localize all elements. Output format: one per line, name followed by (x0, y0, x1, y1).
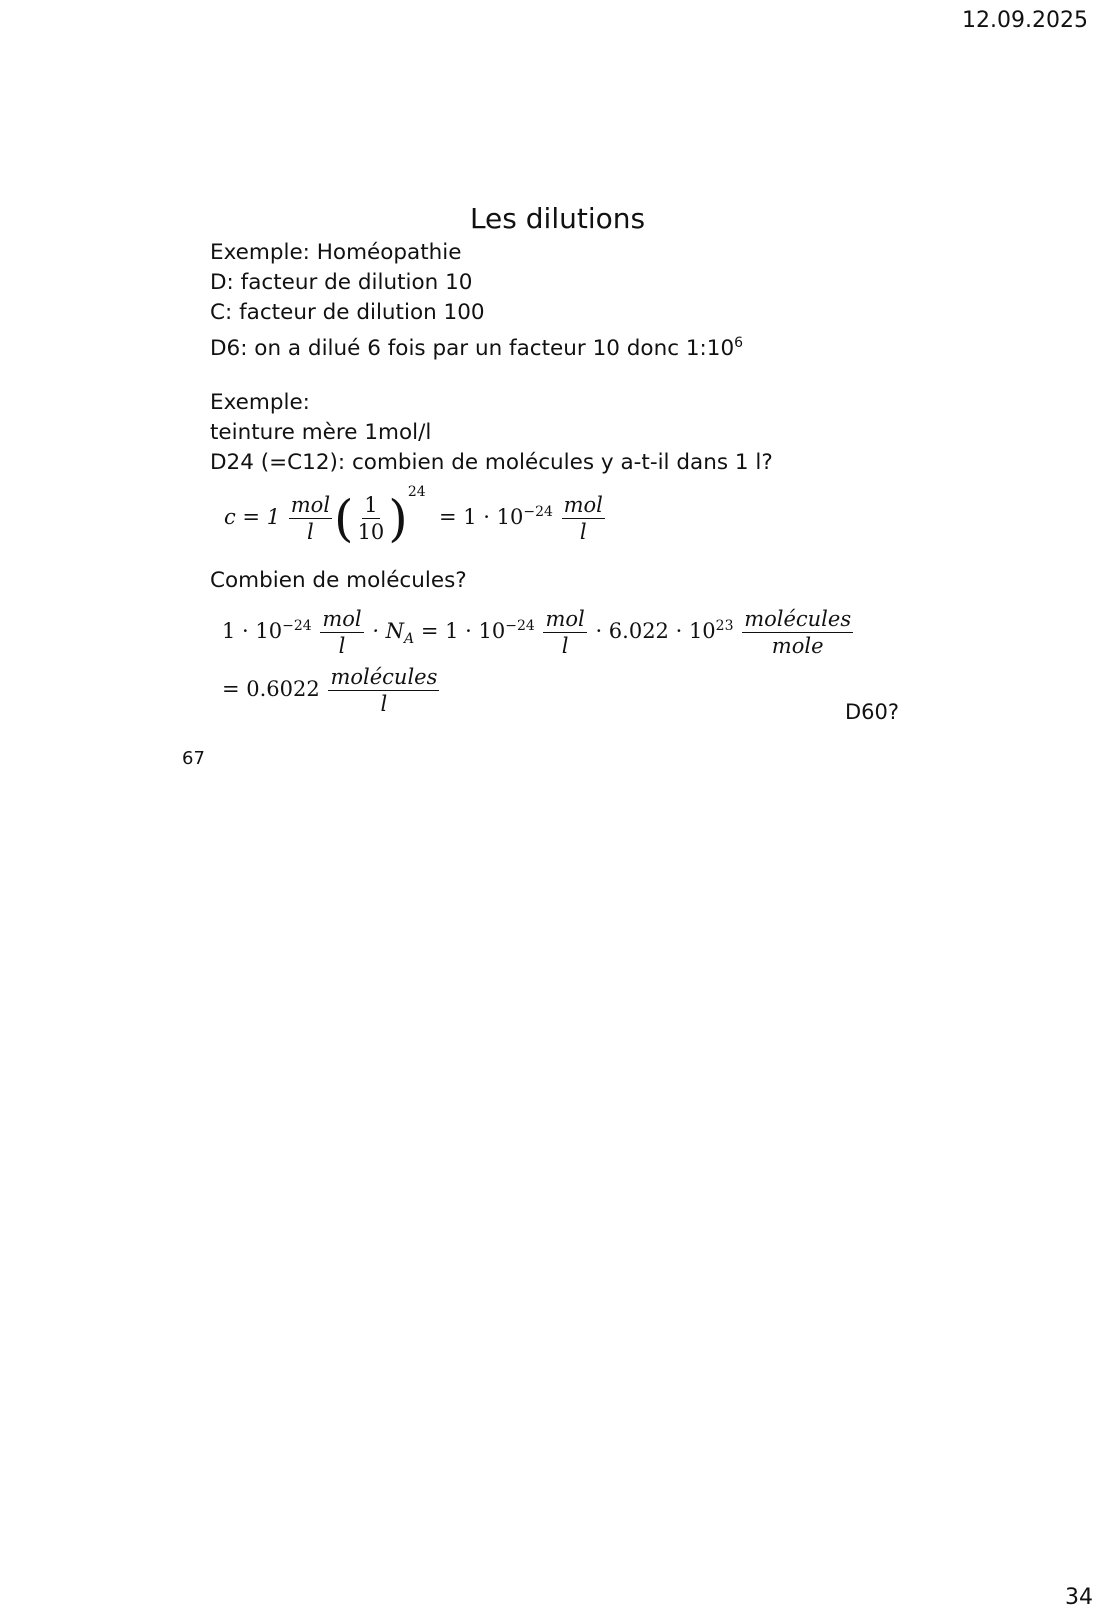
eq2-b: = 1 · 10 (420, 619, 506, 643)
eq2-a: 1 · 10 (222, 619, 283, 643)
example-block (210, 388, 773, 478)
eq2-b-exp: −24 (505, 618, 535, 634)
eq2-unit3: $\frac{\text{molécules}}{\text{mole}}$ (744, 607, 852, 658)
aside-note: D60? (845, 700, 900, 724)
text-line: C: facteur de dilution 100 (210, 300, 485, 325)
eq3-value: = 0.6022 (222, 677, 320, 701)
page-number: 34 (1065, 1585, 1093, 1610)
slide-number: 67 (182, 748, 205, 769)
right-paren: ) (388, 489, 408, 548)
equation-concentration (224, 484, 607, 548)
question-line: Combien de molécules? (210, 568, 467, 593)
eq1-rhs-unit: $\frac{\text{mol}}{l}$ (563, 493, 603, 544)
eq1-fraction: $\frac{1}{10}$ (357, 493, 385, 544)
eq2-a-exp: −24 (282, 618, 312, 634)
eq2-c-exp: 23 (715, 618, 734, 634)
eq2-unit1: $\frac{\text{mol}}{l}$ (322, 607, 362, 658)
print-date: 12.09.2025 (962, 8, 1088, 33)
eq1-rhs: = 1 · 10 (439, 505, 524, 529)
d6-exponent: 6 (734, 335, 744, 351)
text-line: D: facteur de dilution 10 (210, 270, 473, 295)
equation-result (222, 664, 441, 717)
eq1-unit: $\frac{\text{mol}}{l}$ (290, 493, 331, 544)
eq2-unit2: $\frac{\text{mol}}{l}$ (545, 607, 585, 658)
avogadro: · N (372, 619, 405, 643)
intro-block (210, 238, 743, 364)
equation-molecules (222, 606, 855, 659)
eq1-power: 24 (407, 484, 426, 500)
text-line: teinture mère 1mol/l (210, 420, 432, 445)
text-line (210, 328, 743, 364)
text-line: Exemple: (210, 390, 310, 415)
eq1-rhs-exp: −24 (523, 504, 553, 520)
avogadro-sub: A (404, 631, 415, 648)
slide-title: Les dilutions (469, 202, 646, 235)
eq2-c: · 6.022 · 10 (595, 619, 716, 643)
left-paren: ( (334, 489, 354, 548)
d6-text: D6: on a dilué 6 fois par un facteur 10 donc 1:10 (210, 336, 735, 362)
text-line: D24 (=C12): combien de molécules y a-t-il dans 1 l? (210, 450, 773, 475)
eq3-unit: $\frac{\text{molécules}}{l}$ (330, 665, 438, 716)
eq1-lhs: c = 1 (224, 505, 281, 529)
text-line: Exemple: Homéopathie (210, 240, 462, 265)
